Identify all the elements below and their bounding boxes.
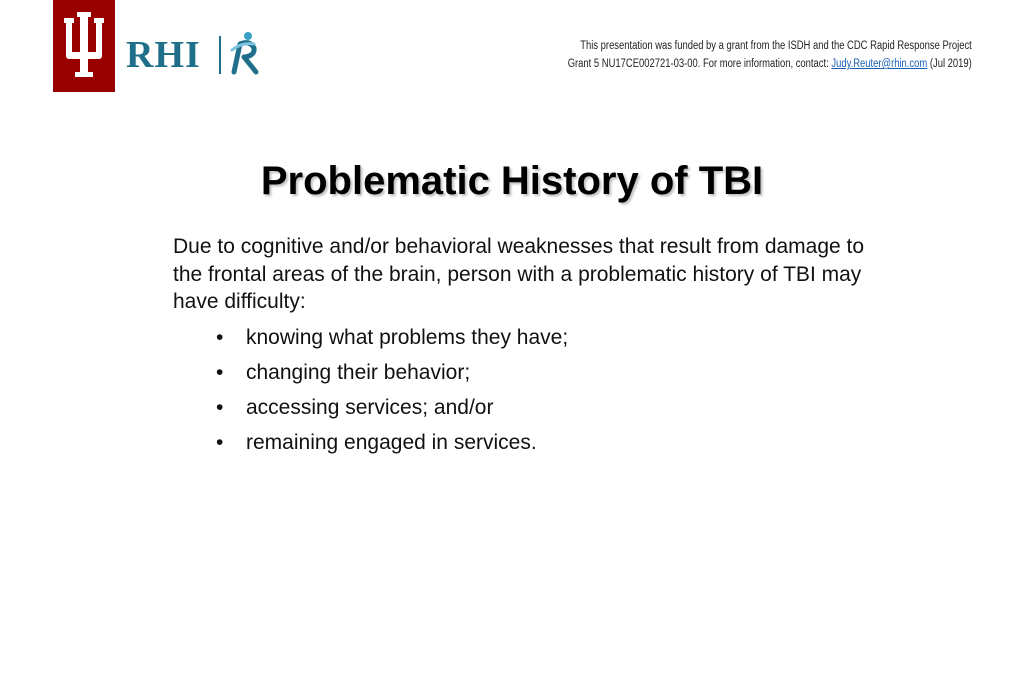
slide-intro-text: Due to cognitive and/or behavioral weaknesses that result from damage to the frontal areas of the brain, person with a problematic history of TBI may have difficulty: [173,235,865,313]
slide-title: Problematic History of TBI [260,159,764,203]
list-item [216,355,568,390]
iu-logo [53,0,115,92]
funding-line-2-suffix: (Jul 2019) [927,58,972,70]
funding-line-1: This presentation was funded by a grant from the ISDH and the CDC Rapid Response Project [580,40,972,52]
bullet-icon: • [216,326,224,349]
list-item-text: accessing services; and/or [246,396,494,419]
bullet-icon: • [216,431,224,454]
rhi-runner-icon [228,30,264,76]
bullet-icon: • [216,361,224,384]
list-item [216,390,568,425]
funding-line-2 [568,55,972,73]
list-item-text: knowing what problems they have; [246,326,569,349]
list-item [216,320,568,355]
funding-line-2-prefix: Grant 5 NU17CE002721-03-00. For more information, contact: [567,58,832,70]
list-item-text: remaining engaged in services. [246,431,537,454]
logo-divider [219,36,221,74]
list-item [216,425,568,460]
list-item-text: changing their behavior; [246,361,471,384]
contact-email-link[interactable]: Judy.Reuter@rhin.com [831,58,928,70]
bullet-icon: • [216,396,224,419]
funding-notice [568,37,972,73]
iu-trident-icon [53,0,115,92]
rhi-logo-text: RHI [126,34,201,76]
difficulty-list [216,320,568,460]
